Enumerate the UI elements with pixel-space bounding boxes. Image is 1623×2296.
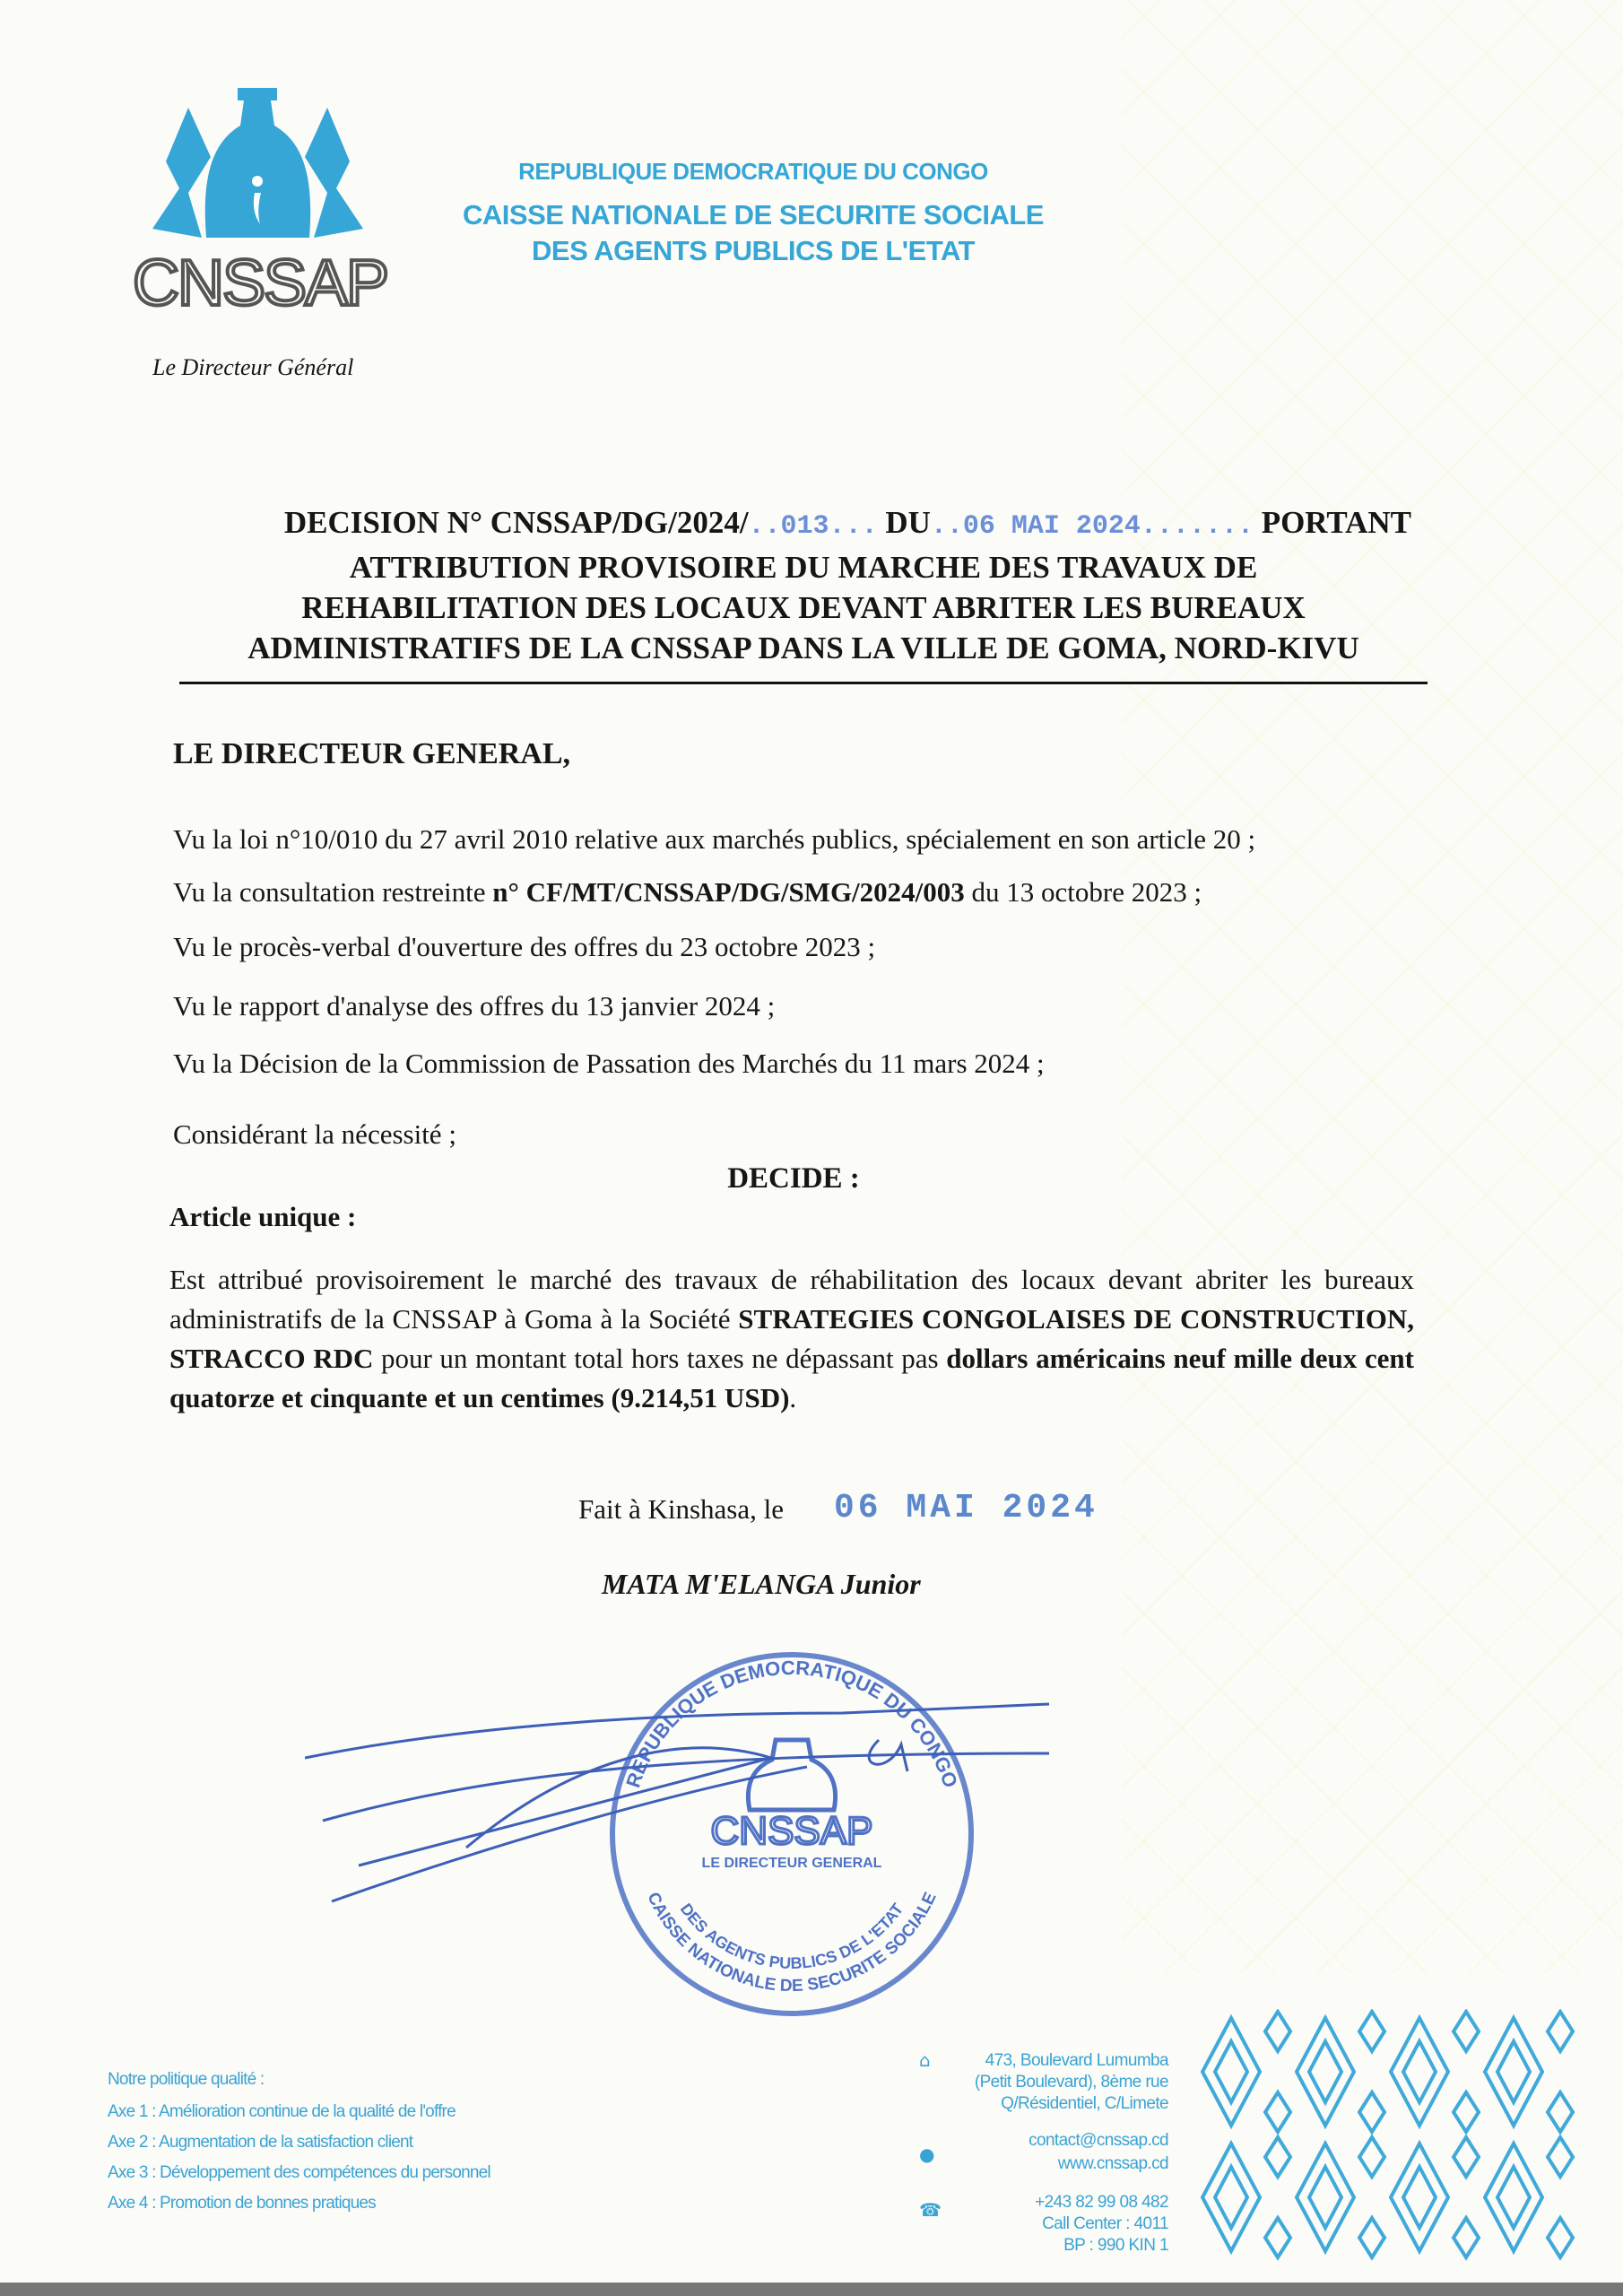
diamond-shape [1359,2012,1384,2051]
article-heading: Article unique : [169,1201,357,1232]
date-stamp: 06 MAI 2024 [834,1489,1098,1527]
contract-amount: dollars américains neuf mille deux cent quatorze et cinquante et un centimes (9.214,51 USD) [169,1343,1414,1413]
diamond-shape [1215,2167,1247,2228]
title-du: DU [877,505,931,540]
article-paragraph [169,1260,1414,1418]
address-line-3: Q/Résidentiel, C/Limete [1001,2094,1168,2113]
diamond-shape [1454,2012,1479,2051]
address-line-2: (Petit Boulevard), 8ème rue [974,2073,1168,2092]
vu-line-5: Vu la Décision de la Commission de Passation des Marchés du 11 mars 2024 ; [173,1048,1045,1079]
background-watermark-pattern [1121,0,1623,1973]
diamond-shape [1403,2167,1436,2228]
po-box: BP : 990 KIN 1 [1063,2236,1168,2255]
phone-icon: ☎ [919,2199,942,2221]
diamond-shape [1454,2092,1479,2132]
org-name-line2: DES AGENTS PUBLICS DE L'ETAT [532,235,975,266]
quality-axis-3: Axe 3 : Développement des compétences du personnel [108,2163,490,2182]
diamond-shape [1548,2218,1573,2257]
diamond-shape [1265,2012,1290,2051]
diamond-shape [1202,2018,1260,2126]
title-line-4: ADMINISTRATIFS DE LA CNSSAP DANS LA VILLE DE GOMA, NORD-KIVU [247,631,1359,665]
diamond-shape [1548,2137,1573,2177]
para-end: . [789,1382,797,1413]
vu-line-4: Vu le rapport d'analyse des offres du 13 janvier 2024 ; [173,990,776,1022]
logo-vase-hands-icon [126,81,395,323]
contact-email[interactable]: contact@cnssap.cd [1028,2131,1168,2150]
diamond-pattern-decoration [1200,2009,1576,2296]
diamond-shape [1454,2137,1479,2177]
place-date-label: Fait à Kinshasa, le [578,1493,785,1525]
signature-title-script: Le Directeur Général [152,354,354,380]
company-name: STRATEGIES CONGOLAISES DE CONSTRUCTION, STRACCO RDC [169,1303,1414,1374]
title-line-3: REHABILITATION DES LOCAUX DEVANT ABRITER LES BUREAUX [301,590,1306,625]
vu-line-2 [173,876,1202,909]
decision-title [179,502,1428,668]
diamond-shape [1485,2018,1542,2126]
title-portant: PORTANT [1253,505,1411,540]
quality-policy-title: Notre politique qualité : [108,2070,265,2089]
diamond-shape [1497,2041,1530,2102]
vu2-text: Vu la consultation restreinte [173,876,493,908]
scan-bottom-edge [0,2283,1623,2296]
decision-number-prefix: DECISION N° CNSSAP/DG/2024/ [283,505,749,540]
stamp-top-text: REPUBLIQUE DEMOCRATIQUE DU CONGO [621,1656,962,1791]
logo-text: CNSSAP [132,248,388,319]
signatory-firstname: Junior [833,1568,921,1600]
signatory-surname: MATA M'ELANGA [602,1568,834,1600]
diamond-shape [1309,2167,1341,2228]
diamond-shape [1202,2144,1260,2251]
diamond-shape [1359,2137,1384,2177]
stamp-bottom-text-2: DES AGENTS PUBLICS DE L'ETAT [676,1900,907,1973]
cnssap-logo [126,81,395,323]
home-icon: ⌂ [919,2049,931,2071]
para-text-1: Est attribué provisoirement le marché des travaux de réhabilitation des locaux devant abriter les bureaux administratifs de la CNSSAP à Goma à la Société [169,1264,1414,1335]
vu2-date: du 13 octobre 2023 ; [964,876,1202,908]
diamond-shape [1454,2218,1479,2257]
diamond-shape [1215,2041,1247,2102]
decision-number-handwritten: ..013... [748,511,878,542]
decision-date-stamped: ..06 MAI 2024....... [930,511,1254,542]
considerant: Considérant la nécessité ; [173,1118,456,1150]
diamond-shape [1497,2167,1530,2228]
phone-number: +243 82 99 08 482 [1035,2193,1168,2212]
diamond-shape [1265,2218,1290,2257]
diamond-shape [1548,2092,1573,2132]
diamond-shape [1265,2137,1290,2177]
diamond-shape [1485,2144,1542,2251]
diamond-shape [1548,2012,1573,2051]
vu-line-1: Vu la loi n°10/010 du 27 avril 2010 relative aux marchés publics, spécialement en son article 20 ; [173,823,1256,855]
quality-axis-2: Axe 2 : Augmentation de la satisfaction client [108,2133,413,2152]
diamond-shape [1391,2144,1448,2251]
website-link[interactable]: www.cnssap.cd [1057,2154,1168,2173]
address-line-1: 473, Boulevard Lumumba [985,2051,1168,2070]
stamp-role-text: LE DIRECTEUR GENERAL [701,1856,882,1871]
official-stamp [305,1605,1112,2072]
consultation-reference: n° CF/MT/CNSSAP/DG/SMG/2024/003 [492,876,965,908]
vu-line-3: Vu le procès-verbal d'ouverture des offres du 23 octobre 2023 ; [173,931,876,962]
title-divider [179,682,1428,684]
globe-icon: ● [919,2144,935,2165]
para-text-2: pour un montant total hors taxes ne dépassant pas [373,1343,947,1374]
diamond-shape [1359,2218,1384,2257]
quality-axis-1: Axe 1 : Amélioration continue de la qualité de l'offre [108,2102,456,2121]
signatory-name [602,1568,921,1601]
quality-axis-4: Axe 4 : Promotion de bonnes pratiques [108,2194,376,2213]
diamond-shape [1391,2018,1448,2126]
decide-heading: DECIDE : [727,1162,860,1195]
diamond-shape [1403,2041,1436,2102]
org-name-line1: CAISSE NATIONALE DE SECURITE SOCIALE [463,199,1044,230]
stamp-center-text: CNSSAP [710,1809,873,1853]
addressee: LE DIRECTEUR GENERAL, [173,737,571,770]
diamond-shape [1265,2092,1290,2132]
diamond-shape [1309,2041,1341,2102]
title-line-2: ATTRIBUTION PROVISOIRE DU MARCHE DES TRAVAUX DE [349,550,1258,585]
country-name: REPUBLIQUE DEMOCRATIQUE DU CONGO [518,158,988,185]
diamond-shape [1359,2092,1384,2132]
stamp-bottom-text-1: CAISSE NATIONALE DE SECURITE SOCIALE [643,1889,941,1996]
call-center: Call Center : 4011 [1042,2214,1168,2233]
diamond-shape [1297,2144,1354,2251]
diamond-shape [1297,2018,1354,2126]
